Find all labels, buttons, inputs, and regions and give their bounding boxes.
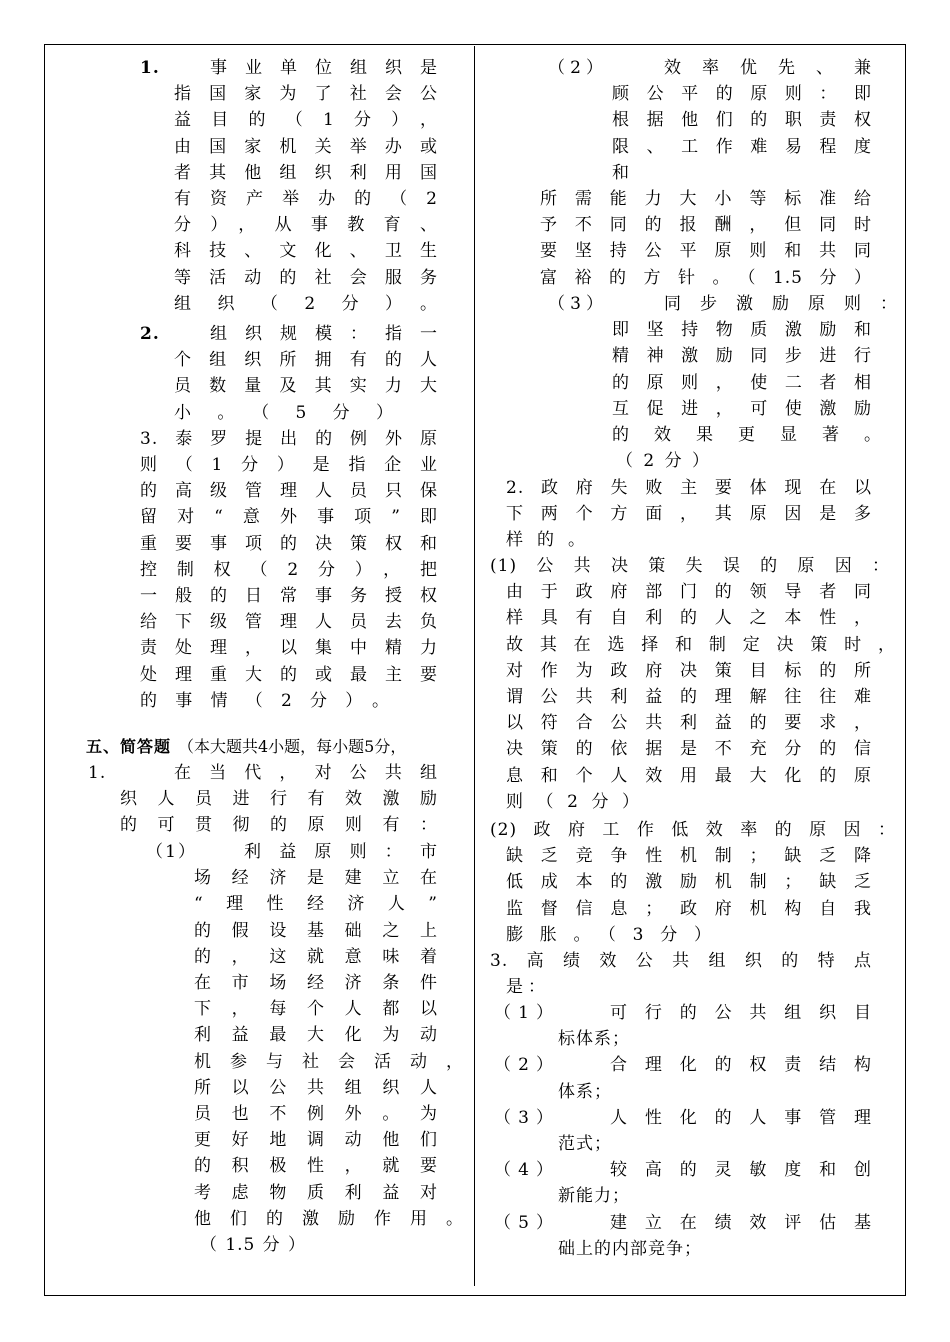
s2a-line: 息和个人效用最大化的原 xyxy=(506,765,872,786)
p2-tail-line: 要坚持公平原则和共同 xyxy=(540,241,872,262)
point-cont: 础上的内部竞争； xyxy=(558,1238,702,1259)
p1-line: “理性经济人” xyxy=(194,894,438,915)
item-number: 2. xyxy=(140,324,160,344)
point-head: 建立在绩效评估基 xyxy=(610,1212,872,1233)
item-number: 1. xyxy=(140,58,160,78)
q1-line: 有资产举办的（2 xyxy=(174,189,438,209)
p1-line: 考虑物质利益对 xyxy=(194,1182,438,1203)
s2b-line: 监督信息；政府机构自我 xyxy=(506,898,872,919)
item-number: 1. xyxy=(88,763,107,783)
q2-line: 组织规模：指一 xyxy=(210,324,438,344)
p1-line: 员也不例外。为 xyxy=(194,1104,438,1124)
p1-line: 的，这就意味着 xyxy=(194,946,438,967)
q2-line: 个组织所拥有的人 xyxy=(174,350,438,371)
q1-line: 组织（2分）。 xyxy=(174,293,438,314)
point-label: （5） xyxy=(494,1212,554,1233)
p1-line: 在市场经济条件 xyxy=(194,973,438,993)
q3-line: 3.泰罗提出的例外原 xyxy=(140,428,438,449)
q1-line: 事业单位组织是 xyxy=(210,58,438,78)
s3-line: 3.高绩效公共组织的特点 xyxy=(490,951,872,971)
q1-line: 指国家为了社会公 xyxy=(174,84,438,105)
p1-line: 的积极性，就要 xyxy=(194,1156,438,1177)
q3-line: 的高级管理人员只保 xyxy=(140,481,438,502)
s2a-line: 决策的依据是不充分的信 xyxy=(506,739,872,760)
s1-line: 织人员进行有效激励 xyxy=(120,789,438,810)
p2-line: 顾公平的原则：即 xyxy=(612,84,872,105)
q1-line: 科技、文化、卫生 xyxy=(174,241,438,262)
q3-line: 给下级管理人员去负 xyxy=(140,612,438,633)
p3-line: 的原则，使二者相 xyxy=(612,372,872,393)
point-cont: 范式； xyxy=(558,1134,612,1154)
s2b-line: 膨胀。（3分） xyxy=(506,924,712,945)
s2-line: 2.政府失败主要体现在以 xyxy=(506,478,872,498)
q3-line: 控制权（2分），把 xyxy=(140,559,438,580)
point-head: 效率优先、兼 xyxy=(664,58,872,78)
point-head: 合理化的权责结构 xyxy=(610,1055,872,1076)
section-note: （本大题共4小题，每小题5分， xyxy=(178,737,407,756)
q1-line: 分），从事教育、 xyxy=(174,215,438,236)
s2a-line: 对作为政府决策目标的所 xyxy=(506,660,872,681)
p2-line: 限、工作难易程度 xyxy=(612,136,872,157)
p3-line: 互促进，可使激励 xyxy=(612,398,872,419)
point-label: （2） xyxy=(494,1055,554,1076)
q2-line: 小。（5分） xyxy=(174,402,394,423)
s2b-line: 低成本的激励机制；缺乏 xyxy=(506,872,872,893)
point-label: （3） xyxy=(548,294,604,314)
s1-line: 在当代，对公共组 xyxy=(174,763,438,783)
p1-line: 更好地调动他们 xyxy=(194,1130,438,1151)
p2-tail-line: 所需能力大小等标准给 xyxy=(540,189,872,209)
q1-line: 者其他组织利用国 xyxy=(174,162,438,183)
point-head: 人性化的人事管理 xyxy=(610,1107,872,1128)
q3-line: 留对“意外事项”即 xyxy=(140,507,438,528)
q1-line: 益目的（1分）， xyxy=(174,110,438,131)
section-title: 五、简答题 xyxy=(86,737,172,756)
q3-line: 处理重大的或最主要 xyxy=(140,664,438,685)
s2a-line: 由于政府部门的领导者同 xyxy=(506,582,872,603)
s2a-line: 故其在选择和制定决策时， xyxy=(506,634,896,655)
point-label: （1） xyxy=(494,1003,554,1023)
q2-line: 员数量及其实力大 xyxy=(174,376,438,397)
p1-line: （1.5分） xyxy=(200,1235,306,1255)
s2-line: 样的。 xyxy=(506,530,586,551)
point-cont: 标体系； xyxy=(558,1029,630,1050)
s2a-line: (1)公共决策失误的原因： xyxy=(490,556,890,576)
p2-line: 和 xyxy=(612,162,630,183)
p1-line: 机参与社会活动， xyxy=(194,1051,464,1072)
s2a-line: 以符合公共利益的要求， xyxy=(506,713,872,734)
p1-line: 利益最大化为动 xyxy=(194,1025,438,1046)
s2a-line: 谓公共利益的理解往往难 xyxy=(506,687,872,707)
point-head: 可行的公共组织目 xyxy=(610,1003,872,1023)
q3-line: 则（1分）是指企业 xyxy=(140,455,438,475)
q3-line: 重要事项的决策权和 xyxy=(140,533,438,554)
s2b-line: 缺乏竞争性机制；缺乏降 xyxy=(506,846,872,867)
p1-line: 下，每个人都以 xyxy=(194,999,438,1020)
p2-tail-line: 予不同的报酬，但同时 xyxy=(540,215,872,236)
q3-line: 责处理，以集中精力 xyxy=(140,638,438,659)
s3-line: 是： xyxy=(506,977,546,998)
point-label: （2） xyxy=(548,58,604,78)
q3-line: 一般的日常事务授权 xyxy=(140,586,438,606)
point-label: （4） xyxy=(494,1160,554,1181)
s2a-line: 样具有自利的人之本性， xyxy=(506,608,872,629)
q1-line: 由国家机关举办或 xyxy=(174,136,438,157)
p3-line: （2分） xyxy=(616,451,710,472)
point-head: 较高的灵敏度和创 xyxy=(610,1160,872,1181)
point-cont: 新能力； xyxy=(558,1186,630,1207)
s2a-line: 则（2分） xyxy=(506,791,640,812)
s2b-line: (2)政府工作低效率的原因： xyxy=(490,820,896,840)
point-head: 同步激励原则： xyxy=(664,294,898,314)
p3-line: 精神激励同步进行 xyxy=(612,346,872,367)
p1-line: 所以公共组织人 xyxy=(194,1077,438,1098)
s2-line: 下两个方面，其原因是多 xyxy=(506,504,872,525)
p3-line: 即坚持物质激励和 xyxy=(612,320,872,341)
p2-line: 根据他们的职责权 xyxy=(612,110,872,131)
column-divider xyxy=(474,46,475,1286)
p3-line: 的效果更显著。 xyxy=(612,425,882,445)
q1-line: 等活动的社会服务 xyxy=(174,267,438,288)
point-label: （3） xyxy=(494,1107,554,1128)
p1-line: 的假设基础之上 xyxy=(194,920,438,941)
point-label: （1） xyxy=(146,842,196,862)
q3-line: 的事情（2分）。 xyxy=(140,690,390,711)
point-head: 利益原则：市 xyxy=(244,842,438,862)
p1-line: 他们的激励作用。 xyxy=(194,1208,464,1229)
p1-line: 场经济是建立在 xyxy=(194,868,438,889)
s1-line: 的可贯彻的原则有： xyxy=(120,815,438,836)
p2-tail-line: 富裕的方针。（1.5分） xyxy=(540,267,872,288)
point-cont: 体系； xyxy=(558,1081,612,1102)
